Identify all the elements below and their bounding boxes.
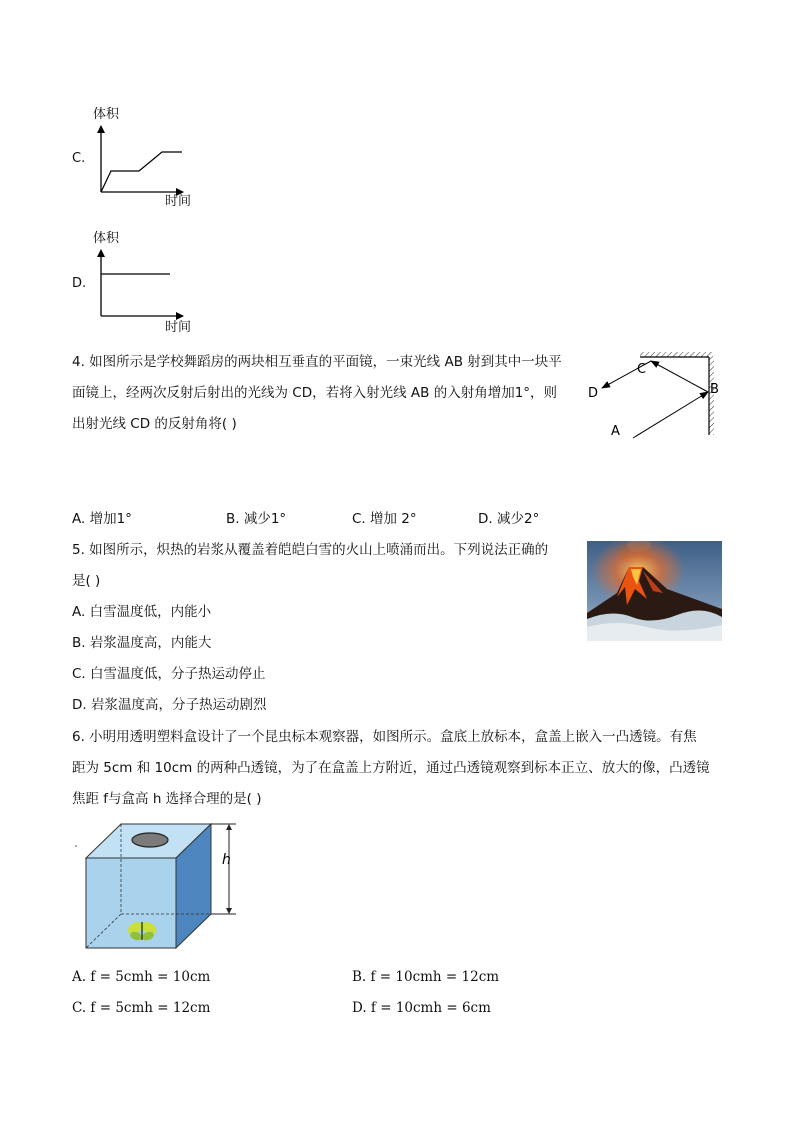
q5-option-a: A. 白雪温度低，内能小	[72, 604, 212, 620]
q4-text-line-3: 出射光线 CD 的反射角将( )	[72, 416, 237, 432]
label-a: A	[611, 424, 620, 439]
graph-d-axes	[90, 248, 190, 324]
volcano-photo	[587, 541, 722, 641]
q5-option-c: C. 白雪温度低，分子热运动停止	[72, 666, 266, 682]
ray-bc	[651, 361, 708, 392]
q4-mirror-figure	[585, 348, 725, 443]
top-mirror	[640, 352, 713, 357]
label-d: D	[588, 386, 599, 401]
graph-c-option-label: C.	[72, 151, 86, 166]
graph-c-volume-curve	[101, 152, 182, 192]
graph-d-option-label: D.	[72, 276, 87, 291]
q4-option-a: A. 增加1°	[72, 511, 132, 527]
q5-text-line-1: 5. 如图所示，炽热的岩浆从覆盖着皑皑白雪的火山上喷涌而出。下列说法正确的	[72, 542, 549, 558]
graph-c-ylabel: 体积	[93, 107, 120, 122]
q4-option-c: C. 增加 2°	[352, 511, 417, 527]
q6-text-line-2: 距为 5cm 和 10cm 的两种凸透镜，为了在盒盖上方附近，通过凸透镜观察到标本正立、放大的像，凸透镜	[72, 760, 710, 776]
q5-text-line-2: 是( )	[72, 573, 101, 589]
label-h: h	[222, 852, 231, 868]
label-b: B	[710, 382, 719, 397]
q6-option-c: C. f = 5cmh = 12cm	[72, 1000, 211, 1016]
q4-option-b: B. 减少1°	[226, 511, 287, 527]
graph-c-xlabel: 时间	[165, 194, 192, 209]
q5-option-b: B. 岩浆温度高，内能大	[72, 635, 212, 651]
q5-option-d: D. 岩浆温度高，分子热运动剧烈	[72, 697, 267, 713]
q6-option-d: D. f = 10cmh = 6cm	[352, 1000, 491, 1016]
ray-ab	[633, 392, 708, 438]
q4-option-d: D. 减少2°	[478, 511, 540, 527]
graph-d-ylabel: 体积	[93, 231, 120, 246]
q6-option-a: A. f = 5cmh = 10cm	[72, 969, 211, 985]
q6-text-line-3: 焦距 f与盒高 h 选择合理的是( )	[72, 791, 262, 807]
convex-lens	[132, 833, 168, 847]
graph-d-xlabel: 时间	[165, 320, 192, 335]
graph-c-axes	[90, 124, 190, 200]
label-c: C	[637, 362, 647, 377]
q6-text-line-1: 6. 小明用透明塑料盒设计了一个昆虫标本观察器，如图所示。盒底上放标本，盒盖上嵌入一凸透镜。有焦	[72, 729, 697, 745]
q4-text-line-2: 面镜上，经两次反射后射出的光线为 CD，若将入射光线 AB 的入射角增加1°，则	[72, 385, 558, 401]
q4-text-line-1: 4. 如图所示是学校舞蹈房的两块相互垂直的平面镜，一束光线 AB 射到其中一块平	[72, 354, 562, 370]
insect-observer-box-figure	[72, 818, 247, 953]
q6-option-b: B. f = 10cmh = 12cm	[352, 969, 500, 985]
